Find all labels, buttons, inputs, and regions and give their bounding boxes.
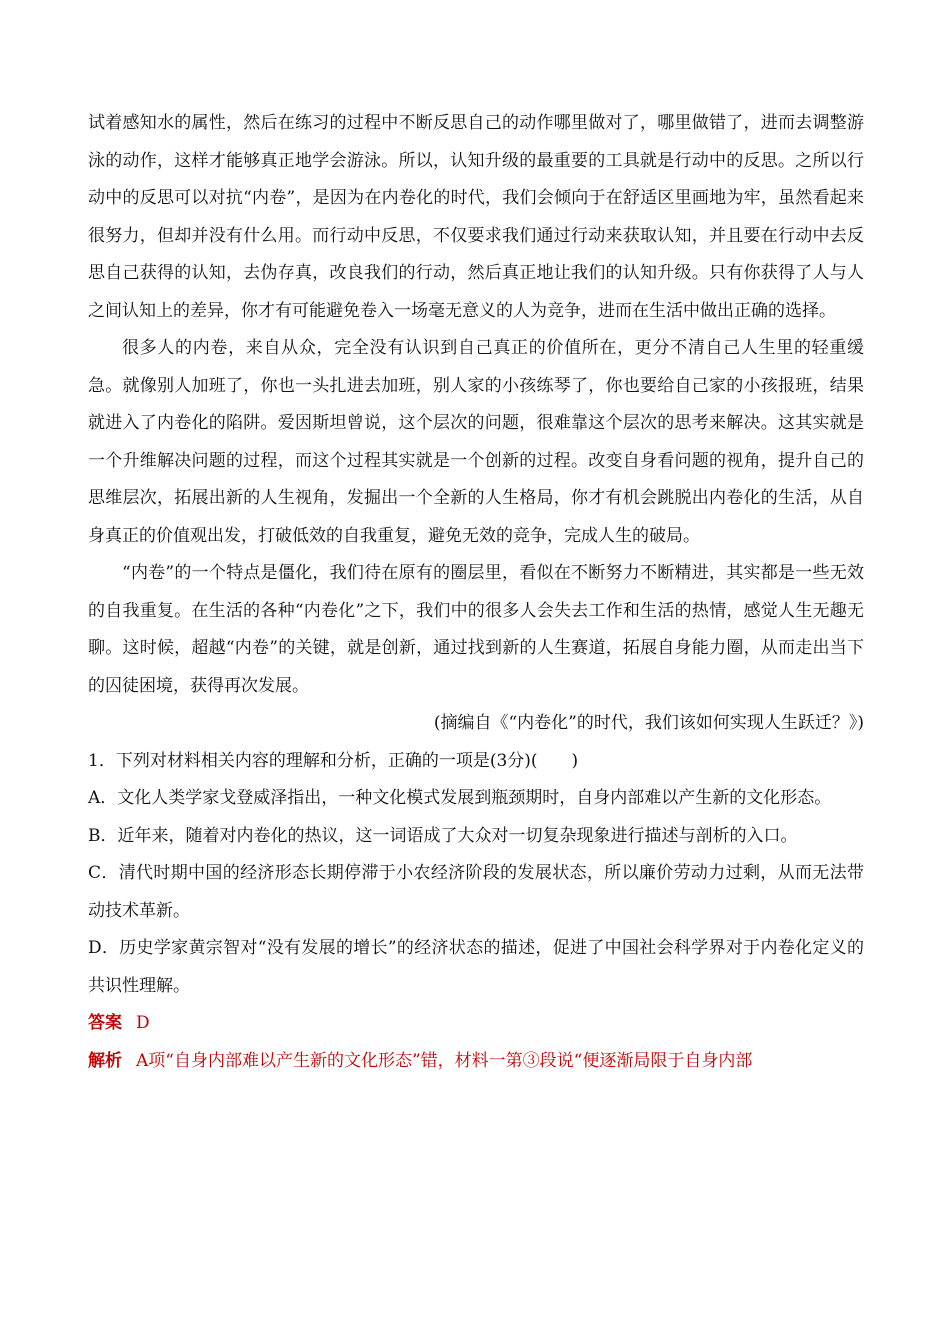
paragraph-2: 很多人的内卷，来自从众，完全没有认识到自己真正的价值所在，更分不清自己人生里的轻重缓急。就像别人加班了，你也一头扎进去加班，别人家的小孩练琴了，你也要给自己家的小孩报班，结果就进入了内卷化的陷阱。爱因斯坦曾说，这个层次的问题，很难靠这个层次的思考来解决。这其实就是一个升维解决问题的过程，而这个过程其实就是一个创新的过程。改变自身看问题的视角，提升自己的思维层次，拓展出新的人生视角，发掘出一个全新的人生格局，你才有机会跳脱出内卷化的生活，从自身真正的价值观出发，打破低效的自我重复，避免无效的竞争，完成人生的破局。 (88, 338, 864, 546)
option-c: C．清代时期中国的经济形态长期停滞于小农经济阶段的发展状态，所以廉价劳动力过剩，从而无法带动技术革新。 (88, 863, 864, 921)
option-a: A．文化人类学家戈登威泽指出，一种文化模式发展到瓶颈期时，自身内部难以产生新的文化形态。 (88, 788, 832, 808)
paragraph-1: 试着感知水的属性，然后在练习的过程中不断反思自己的动作哪里做对了，哪里做错了，进而去调整游泳的动作，这样才能够真正地学会游泳。所以，认知升级的最重要的工具就是行动中的反思。之所以行动中的反思可以对抗“内卷”，是因为在内卷化的时代，我们会倾向于在舒适区里画地为牢，虽然看起来很努力，但却并没有什么用。而行动中反思，不仅要求我们通过行动来获取认知，并且要在行动中去反思自己获得的认知，去伪存真，改良我们的行动，然后真正地让我们的认知升级。只有你获得了人与人之间认知上的差异，你才有可能避免卷入一场毫无意义的人为竞争，进而在生活中做出正确的选择。 (88, 113, 864, 321)
analysis-line (88, 1043, 864, 1081)
paragraph-3: “内卷”的一个特点是僵化，我们待在原有的圈层里，看似在不断努力不断精进，其实都是一些无效的自我重复。在生活的各种“内卷化”之下，我们中的很多人会失去工作和生活的热情，感觉人生无趣无聊。这时候，超越“内卷”的关键，就是创新，通过找到新的人生赛道，拓展自身能力圈，从而走出当下的囚徒困境，获得再次发展。 (88, 563, 864, 696)
answer-line (88, 1005, 864, 1043)
source-citation: (摘编自《“内卷化”的时代，我们该如何实现人生跃迁？》) (433, 713, 864, 733)
question-stem: 1．下列对材料相关内容的理解和分析，正确的一项是(3分)( ) (88, 750, 579, 771)
answer-value: D (136, 1013, 150, 1033)
analysis-label: 解析 (88, 1050, 122, 1071)
option-d: D．历史学家黄宗智对“没有发展的增长”的经济状态的描述，促进了中国社会科学界对于内卷化定义的共识性理解。 (88, 938, 864, 996)
document-page (88, 105, 864, 1080)
answer-label: 答案 (88, 1013, 122, 1033)
option-b: B．近年来，随着对内卷化的热议，这一词语成了大众对一切复杂现象进行描述与剖析的入口。 (88, 825, 798, 846)
analysis-text: A项“自身内部难以产生新的文化形态”错，材料一第③段说“便逐渐局限于自身内部 (136, 1050, 753, 1071)
